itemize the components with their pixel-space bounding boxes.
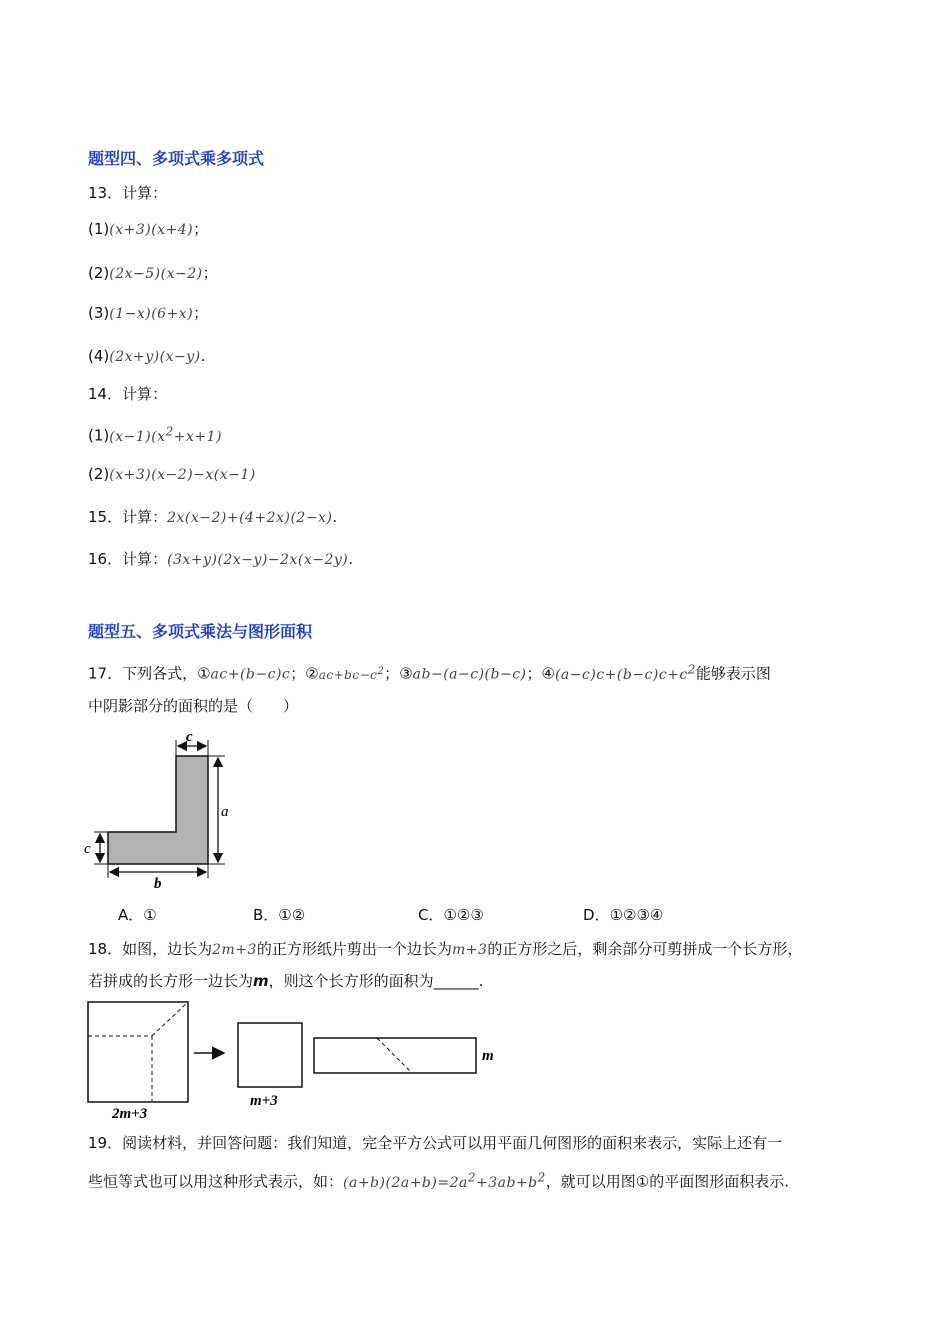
math-expression: (2x−5)(x−2): [109, 266, 203, 282]
math-expression: [554, 662, 696, 683]
shaded-l-region: [108, 756, 208, 864]
option-key: D．: [583, 906, 610, 924]
q17-sep: ；③: [384, 664, 413, 683]
item-label: (1): [88, 426, 110, 445]
option-d[interactable]: [583, 904, 663, 926]
q17-line1: [88, 658, 771, 686]
q19-line2: [88, 1166, 789, 1194]
math-variable: m: [253, 972, 269, 990]
math-superscript: 2: [165, 424, 174, 438]
label-c-left: c: [84, 841, 91, 857]
q13-stem: 13．计算：: [88, 184, 168, 202]
q15: [88, 506, 337, 529]
q17-line2: 中阴影部分的面积的是（ ）: [88, 697, 299, 715]
label-c-top: c: [186, 729, 193, 745]
q18-line2: [88, 970, 483, 992]
q18-text: 的正方形之后，剩余部分可剪拼成一个长方形，: [487, 940, 803, 958]
item-punct: ；: [193, 220, 209, 238]
q18-text: 的正方形纸片剪出一个边长为: [256, 940, 452, 958]
q19-text: ，就可以用图①的平面图形面积表示.: [545, 1172, 789, 1191]
math-part: ac+bc−c: [318, 667, 378, 682]
item-punct: .: [200, 347, 206, 365]
q19-text: 些恒等式也可以用这种形式表示，如：: [88, 1172, 344, 1191]
label-b: b: [154, 876, 162, 892]
cut-line: [152, 1002, 188, 1036]
cut-line: [377, 1038, 412, 1073]
math-superscript: 2: [687, 662, 696, 676]
math-expression: m+3: [451, 942, 488, 958]
long-rectangle: [314, 1038, 476, 1073]
q18-text: 若拼成的长方形一边长为: [88, 972, 254, 990]
math-expression: ac+(b−c)c: [210, 666, 291, 683]
math-part: +3ab+b: [475, 1174, 538, 1191]
q16-end: .: [348, 550, 354, 568]
q17-sep: ；②: [290, 664, 319, 683]
q14-stem: 14．计算：: [88, 385, 168, 403]
option-key: C．: [418, 906, 444, 924]
math-superscript: 2: [377, 665, 385, 677]
math-expression: ab−(a−c)(b−c): [412, 666, 527, 683]
item-punct: ；: [202, 264, 218, 282]
math-part: (x−1)(x: [109, 428, 166, 445]
item-punct: ；: [193, 304, 209, 322]
math-part: +x+1): [173, 428, 222, 445]
option-text: ①②③④: [609, 906, 664, 924]
option-text: ①②③: [443, 906, 484, 924]
section5-heading: 题型五、多项式乘法与图形面积: [88, 622, 313, 641]
q17-prefix: 17．下列各式，①: [88, 664, 211, 683]
q16-stem: 16．计算：: [88, 550, 168, 568]
math-superscript: 2: [537, 1170, 546, 1184]
label-a: a: [221, 804, 229, 820]
option-a[interactable]: [118, 904, 157, 926]
q14-item-2: [88, 463, 256, 486]
l-shape-figure: [80, 728, 250, 893]
q18-text: 18．如图，边长为: [88, 940, 213, 958]
item-label: (1): [88, 220, 110, 238]
option-b[interactable]: [253, 904, 305, 926]
option-text: ①②: [278, 906, 306, 924]
square-cut-figure: [84, 998, 504, 1124]
math-part: (a−c)c+(b−c)c+c: [554, 666, 688, 683]
q13-item-4: [88, 345, 205, 368]
q17-suffix: 能够表示图: [695, 664, 771, 683]
item-label: (2): [88, 264, 110, 282]
math-expression: (x+3)(x+4): [109, 222, 194, 238]
q18-text: ，则这个长方形的面积为______.: [268, 972, 484, 990]
label-rectangle: m: [482, 1048, 494, 1064]
math-part: (a+b)(2a+b)=2a: [343, 1174, 468, 1191]
math-expression: [343, 1170, 546, 1191]
math-superscript: 2: [467, 1170, 476, 1184]
q15-end: .: [332, 508, 338, 526]
option-key: A．: [118, 906, 144, 924]
label-big-square: 2m+3: [112, 1106, 148, 1122]
big-square: [88, 1002, 188, 1102]
math-expression: (2x+y)(x−y): [109, 349, 201, 365]
q17-sep: ；④: [526, 664, 555, 683]
q19-line1: 19．阅读材料，并回答问题：我们知道，完全平方公式可以用平面几何图形的面积来表示，实际上还有一: [88, 1134, 783, 1152]
q18-line1: [88, 938, 802, 961]
item-label: (4): [88, 347, 110, 365]
q13-item-1: [88, 218, 208, 241]
math-expression: 2m+3: [212, 942, 257, 958]
math-expression: (1−x)(6+x): [109, 306, 194, 322]
math-expression: [109, 424, 222, 445]
math-expression: (x+3)(x−2)−x(x−1): [109, 467, 256, 483]
q14-item-1: [88, 420, 222, 448]
q16: [88, 548, 353, 571]
item-label: (2): [88, 465, 110, 483]
math-expression: (3x+y)(2x−y)−2x(x−2y): [167, 552, 349, 568]
q13-item-3: [88, 302, 208, 325]
q13-item-2: [88, 262, 218, 285]
math-expression: [318, 665, 385, 682]
item-label: (3): [88, 304, 110, 322]
q15-stem: 15．计算：: [88, 508, 168, 526]
section4-heading: 题型四、多项式乘多项式: [88, 149, 265, 168]
option-key: B．: [253, 906, 279, 924]
math-expression: 2x(x−2)+(4+2x)(2−x): [167, 510, 333, 526]
option-text: ①: [143, 906, 157, 924]
label-small-square: m+3: [250, 1093, 278, 1109]
option-c[interactable]: [418, 904, 484, 926]
small-square: [238, 1023, 302, 1087]
